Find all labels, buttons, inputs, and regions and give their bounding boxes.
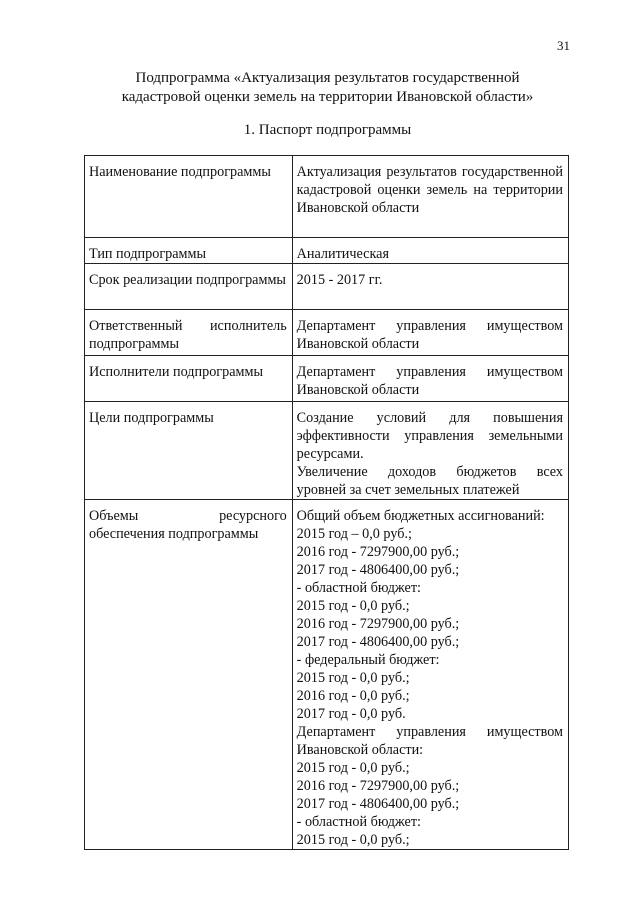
funding-line: 2015 год - 0,0 руб.;	[296, 598, 410, 614]
page-number: 31	[557, 38, 570, 53]
section-title: 1. Паспорт подпрограммы	[243, 122, 412, 138]
row-label: Наименование подпрограммы	[85, 156, 293, 238]
row-label: Тип подпрограммы	[85, 238, 293, 264]
row-label: Ответственный исполнитель подпрограммы	[85, 310, 293, 356]
table-row	[85, 264, 569, 310]
row-value: 2015 - 2017 гг.	[292, 264, 568, 310]
row-value: Аналитическая	[292, 238, 568, 264]
table-row	[85, 402, 569, 500]
row-label: Исполнители подпрограммы	[85, 356, 293, 402]
funding-line: 2016 год - 0,0 руб.;	[296, 688, 410, 704]
table-row	[85, 156, 569, 238]
funding-line: 2016 год - 7297900,00 руб.;	[296, 778, 460, 794]
funding-line: 2017 год - 4806400,00 руб.;	[296, 634, 460, 650]
table-row	[85, 356, 569, 402]
funding-line: 2016 год - 7297900,00 руб.;	[296, 544, 460, 560]
row-label: Срок реализации подпрограммы	[85, 264, 293, 310]
subprogram-title-line-1: Подпрограмма «Актуализация результатов государственной	[135, 70, 520, 86]
goal-line: Увеличение доходов бюджетов всех уровней за счет земельных платежей	[296, 464, 563, 498]
funding-line: 2015 год - 0,0 руб.;	[296, 670, 410, 686]
goal-line: Создание условий для повышения эффективности управления земельными ресурсами.	[296, 410, 563, 462]
subprogram-title-line-2: кадастровой оценки земель на территории Ивановской области»	[121, 89, 534, 105]
row-value: Департамент управления имуществом Ивановской области	[292, 310, 568, 356]
table-row	[85, 238, 569, 264]
table-row	[85, 500, 569, 850]
funding-line: 2017 год - 0,0 руб.	[296, 706, 406, 722]
funding-line: - областной бюджет:	[296, 580, 421, 596]
row-label: Цели подпрограммы	[85, 402, 293, 500]
subprogram-title	[90, 69, 565, 107]
row-value: Актуализация результатов государственной кадастровой оценки земель на территории Ивановской области	[292, 156, 568, 238]
row-label: Объемы ресурсного обеспечения подпрограммы	[85, 500, 293, 850]
funding-line: - областной бюджет:	[296, 814, 421, 830]
table-row	[85, 310, 569, 356]
funding-line: Общий объем бюджетных ассигнований:	[296, 508, 545, 524]
row-value	[292, 500, 568, 850]
funding-line: 2016 год - 7297900,00 руб.;	[296, 616, 460, 632]
funding-line: 2015 год – 0,0 руб.;	[296, 526, 412, 542]
row-value: Департамент управления имуществом Ивановской области	[292, 356, 568, 402]
passport-table	[84, 155, 569, 850]
row-value	[292, 402, 568, 500]
funding-line: 2017 год - 4806400,00 руб.;	[296, 796, 460, 812]
funding-line: - федеральный бюджет:	[296, 652, 440, 668]
funding-line: 2015 год - 0,0 руб.;	[296, 832, 410, 848]
funding-line: 2015 год - 0,0 руб.;	[296, 760, 410, 776]
funding-line: Департамент управления имуществом Ивановской области:	[296, 724, 563, 758]
funding-line: 2017 год - 4806400,00 руб.;	[296, 562, 460, 578]
